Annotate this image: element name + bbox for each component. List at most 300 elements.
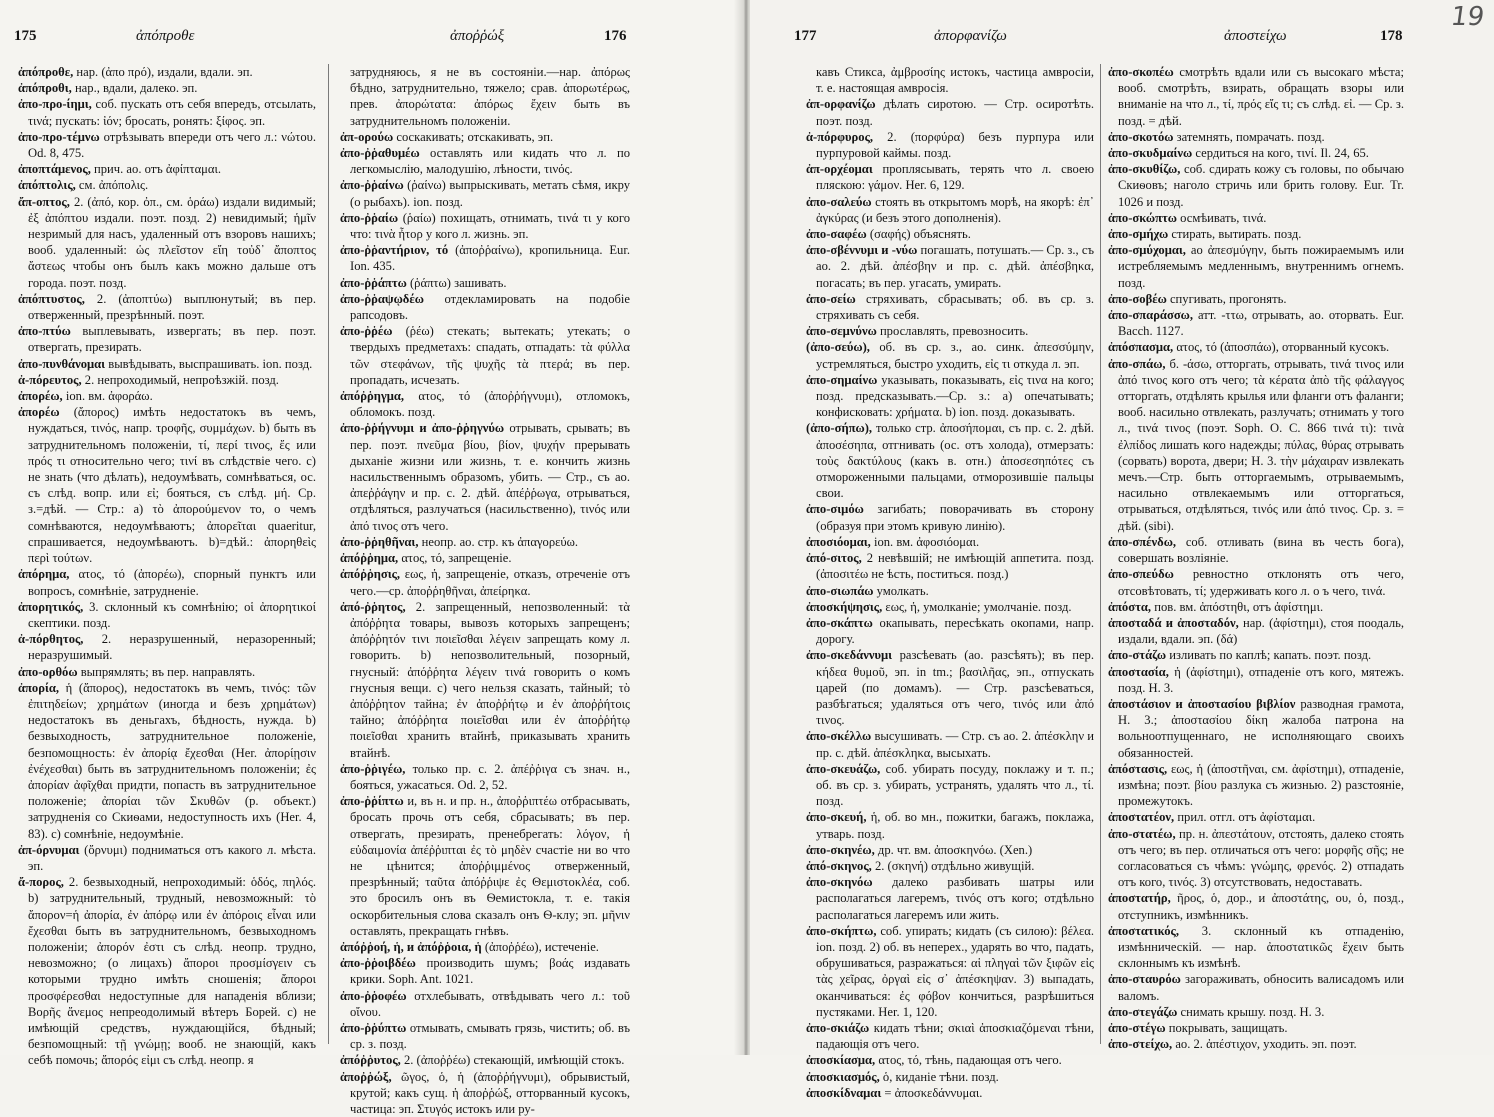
definition: ατος, τό, запрещеніе.	[398, 551, 512, 566]
column-divider	[328, 64, 329, 1044]
headword: ἀπο-στείχω,	[1108, 1037, 1173, 1052]
definition: соб. упирать; кидать (съ силою): βέλεα. ion. позд. 2) об. въ неперех., ударять во что, падать, обрушиваться, разражаться: αἱ πληγαὶ τῶν ξιφῶν εἰς τὰς χεῖρας, ὀργαὶ εἰς σ᾽ ἀπέσκηψαν. 3) выпадать, оканчиваться: ἐς φόβον кончиться, разрѣшиться пустяками. Her. 1, 120.	[816, 923, 1094, 1019]
definition: кавъ Стикса, ἀμβροσίης истокъ, частица амвросіи, т. е. настоящая амвросія.	[816, 65, 1094, 96]
dictionary-entry	[1108, 291, 1404, 307]
definition: б. -άσω, отторгать, отрывать, τινά τινος или ἀπό τινος кого отъ чего; τὰ κέρατα ἀπὸ τῆς φάλαγγος отторгать, отдѣлять крылья или фланги отъ фаланги; вооб. насильно отвлекать, разлучать; отнимать у того л., τινά τινος (поэт. Soph. O. C. 866 τινά τι): τινὰ ἐλπίδος лишать кого надежды; πύλας, θύρας отрывать (сорвать) ворота, двери; H. 3. τὴν μάχαιραν извлекать мечъ.—Стр. быть отторгаемымъ, отрываемымъ, насильно отвлекаемымъ или отторгаться, отрываться, отдѣляться, τινός или ἀπό τινος. Ср. з. = дѣй. (sibi).	[1118, 356, 1404, 533]
dictionary-entry	[806, 420, 1094, 501]
headword: ἀποσταδά и ἀποσταδόν,	[1108, 615, 1239, 630]
dictionary-entry	[806, 728, 1094, 760]
dictionary-entry	[1108, 242, 1404, 291]
dictionary-entry	[18, 404, 316, 566]
dictionary-entry	[340, 210, 630, 242]
definition: (ὄρνυμι) подниматься отъ какого л. мѣста. эп.	[28, 842, 316, 873]
definition: 2. (πορφύρα) безъ пурпура или пурпуровой каймы. позд.	[816, 129, 1094, 161]
headword: ἀπο-σπάω,	[1108, 356, 1166, 371]
definition: затрудняюсь, я не въ состояніи.—нар. ἀπόρως бѣдно, затруднительно, тяжело; срав. ἀπορωτέρως, прев. ἀπορώτατα: ἀπόρως ἔχειν быть въ затруднительномъ положеніи.	[350, 65, 630, 128]
dictionary-entry	[340, 599, 630, 761]
dictionary-entry	[1108, 64, 1404, 129]
headword: ἀπ-ορούω	[340, 129, 394, 144]
headword: ἀπό-σκηνος,	[806, 858, 872, 873]
definition: об. въ ср. з., ао. синк. ἀπεσσύμην, устремляться, быстро уходить, εἰς τι откуда л. эп.	[816, 340, 1094, 371]
definition: 2. безвыходный, непроходимый: ὁδός, πηλός. b) затруднительный, трудный, невозможный: τὸ ἄπορον=ἡ ἀπορία, ἐν ἀπόρῳ или ἐν ἀπόροις εἶναι или ἔχεσθαι быть въ затруднительномъ, безвыходномъ положеніи; ἀπορόν ἐστι съ слѣд. неопр. трудно, невозможно; (о лицахъ) ἄποροι προσμίσγειν съ которыми трудно имѣть сношенія; ἄποροι προσφέρεσθαι недоступные для нападенія вблизи; Βορῆς ἄνεμος непреодолимый вѣтеръ Борей. c) не имѣющій средствъ, нуждающійся, бѣдный; безпомощный: τῇ γνώμῃ; вооб. не знающій, какъ себѣ помочь; ἄπορός εἰμι съ слѣд. неопр. я	[28, 875, 316, 1068]
handwritten-page-mark: 19	[1448, 2, 1487, 32]
dictionary-entry	[340, 291, 630, 323]
definition: снимать крышу. позд. H. 3.	[1177, 1004, 1325, 1019]
headword: ἀπό-ῤῥητος,	[340, 599, 406, 614]
definition: εως, ἡ, умолканіе; умолчаніе. позд.	[882, 599, 1072, 614]
dictionary-entry	[806, 647, 1094, 728]
definition: 3. склонный къ отпаденію, измѣнническій. — нар. ἀποστατικῶς ἔχειν быть склоннымъ къ измѣнѣ.	[1118, 923, 1404, 971]
dictionary-entry	[18, 64, 316, 80]
headword: ἀπόσπασμα,	[1108, 340, 1174, 355]
headword: ἀπο-ῤῥήγνυμι и ἀπο-ῤῥηγνύω	[340, 421, 505, 436]
dictionary-entry	[18, 842, 316, 874]
definition: кидать тѣни; σκιαὶ ἀποσκιαζόμεναι тѣни, падающія отъ чего.	[816, 1020, 1094, 1052]
headword: ἀπο-ῤῥύπτω	[340, 1020, 407, 1035]
definition: соб. пускать отъ себя впередъ, отсылать, τινά; пускать: ἰόν; бросать, ронять: ξίφος. эп.	[28, 97, 316, 128]
definition: (ῥάπτω) зашивать.	[406, 275, 507, 290]
definition: εως, ἡ (ἀποστῆναι, см. ἀφίστημι), отпаденіе, измѣна; поэт. βίου разлука съ жизнью. 2) разстояніе, промежутокъ.	[1118, 761, 1404, 809]
definition: соб. сдирать кожу съ головы, по обычаю Скиѳовъ; наголо стричь или брить голову. Eur. Tr. 1026 и позд.	[1118, 162, 1404, 209]
headword: ἀπο-σκηνόω	[806, 875, 873, 890]
dictionary-entry	[806, 194, 1094, 226]
headword: ἀπόστασις,	[1108, 761, 1168, 776]
definition: прил. отгл. отъ ἀφίσταμαι.	[1174, 810, 1316, 825]
dictionary-entry	[806, 291, 1094, 323]
dictionary-entry	[806, 129, 1094, 161]
headword: ἀπο-σεμνύνω	[806, 324, 877, 339]
headword: ἀπο-πυνθάνομαι	[18, 356, 106, 371]
headword: ἀπο-ῤῥαίω	[340, 210, 399, 225]
headword: ἀπο-ῤῥηθῆναι,	[340, 534, 419, 549]
definition: разсѣевать (ао. разсѣять); въ пер. κήδεα θυμοῦ, эп. in tm.; βασιλῆας, эп., отпускать царей (по домамъ). — Стр. разсѣеваться, разбѣгаться; удаляться отъ чего, τινός или ἀπό τινος.	[816, 648, 1094, 728]
headword: ἀ-πόρθητος,	[18, 632, 84, 647]
definition: 2. непроходимый, непроѣзжій. позд.	[81, 372, 279, 387]
dictionary-entry	[806, 372, 1094, 421]
headword: ἀπο-σταυρόω	[1108, 972, 1181, 987]
dictionary-entry	[1108, 826, 1404, 891]
dictionary-entry	[340, 988, 630, 1020]
dictionary-entry	[806, 923, 1094, 1020]
definition: спугивать, прогонять.	[1166, 291, 1287, 306]
definition: пов. вм. ἀπόστηθι, отъ ἀφίστημι.	[1151, 599, 1324, 614]
definition: сердиться на кого, τινί. Il. 24, 65.	[1192, 146, 1369, 161]
headword: ἀποῤῥώξ,	[340, 1069, 392, 1084]
headword: ἀπόῤῥησις,	[340, 567, 401, 582]
dictionary-entry	[1108, 210, 1404, 226]
dictionary-entry	[340, 420, 630, 533]
headword: ἀ-πόρφυρος,	[806, 129, 874, 144]
headword: ἀπο-σκευάζω,	[806, 761, 881, 776]
definition: нар. (ἀφίστημι), стоя поодаль, издали, вдали. эп. (δά)	[1118, 615, 1404, 647]
definition: отхлебывать, отвѣдывать чего л.: τοῦ οἴνου.	[350, 988, 630, 1019]
headword: ἀπο-ῤῥαντήριον, τό	[340, 243, 449, 258]
definition: выплевывать, извергать; въ пер. поэт. отвергать, презирать.	[28, 324, 316, 355]
headword: ἀπόπροθι,	[18, 81, 72, 96]
definition: и, въ н. и пр. н., ἀποῤῥιπτέω отбрасывать, бросать прочь отъ себя, сбрасывать; въ пер. отвергать, презирать, пренебрегать: λόγον, ἡ εὐδαιμονία ἀπέῤῥιπται ἐς τὸ μηδὲν счастіе ни во что не цѣнится; ἀποῤῥιμμένος отверженный, презрѣнный; ταῦτα ἀπόῤῥιψε ἐς Θεμιστοκλέα, соб. это бросилъ онъ въ Ѳемистокла, т. е. такія оскорбительныя слова сказалъ онъ Ѳ-клу; эп. μῆνιν оставлять, прекращать гнѣвъ.	[350, 794, 630, 938]
dictionary-entry	[806, 761, 1094, 810]
dictionary-entry	[340, 1069, 630, 1117]
dictionary-entry	[1108, 809, 1404, 825]
dictionary-entry	[806, 599, 1094, 615]
dictionary-entry	[806, 1085, 1094, 1101]
headword: ἀποσιόομαι,	[806, 534, 871, 549]
definition: ἡ, об. во мн., пожитки, багажъ, поклажа, утварь. позд.	[816, 810, 1094, 841]
headword: ἀπο-σιμόω	[806, 502, 864, 517]
definition: ἡ (ἀφίστημι), отпаденіе отъ кого, мятежъ. позд. H. 3.	[1118, 664, 1404, 695]
headword: ἀπο-σοβέω	[1108, 291, 1167, 306]
headword: ἀπ-ορχέομαι	[806, 162, 873, 177]
headword: ἀπο-σκέλλω	[806, 729, 872, 744]
definition: ао. 2. ἀπέστιχον, уходить. эп. поэт.	[1172, 1037, 1357, 1052]
definition: соб. отливать (вина въ честь бога), совершать возліяніе.	[1118, 534, 1404, 566]
headword: ἀπόπροθε,	[18, 65, 74, 79]
dictionary-entry	[806, 550, 1094, 582]
definition: высушивать. — Стр. съ ао. 2. ἀπέσκλην и пр. с. дѣй. ἀπέσκληκα, высыхать.	[816, 729, 1094, 760]
column-divider	[1100, 64, 1101, 1044]
headword: ἀπο-σπαράσσω,	[1108, 308, 1194, 323]
dictionary-entry	[18, 161, 316, 177]
definition: ао ἀπεσμύγην, быть пожираемымъ или истребляемымъ медленнымъ, внутреннимъ огнемъ. позд.	[1118, 243, 1404, 290]
definition: 2. (ἀποῤῥέω) стекающій, имѣющій стокъ.	[400, 1053, 625, 1068]
dictionary-entry	[806, 583, 1094, 599]
dictionary-entry	[340, 534, 630, 550]
dictionary-entry	[18, 680, 316, 842]
definition: смотрѣть вдали или съ высокаго мѣста; вооб. смотрѣть, взирать, обращать взоры или вниманіе на что л., τί, πρός εἴς τι; съ слѣд. εἰ. — Ср. з. позд. = дѣй.	[1118, 65, 1404, 128]
dictionary-entry	[1108, 161, 1404, 210]
headword: ἀποστατέον,	[1108, 810, 1175, 825]
right-page	[750, 0, 1494, 1100]
headword: ἀπο-σμήχω	[1108, 227, 1169, 242]
dictionary-entry	[806, 161, 1094, 193]
definition: загибать; поворачивать въ сторону (образуя при этомъ кривую линію).	[816, 502, 1094, 533]
definition: отдекламировать на подобіе рапсодовъ.	[350, 291, 630, 323]
dictionary-entry	[806, 242, 1094, 291]
definition: соб. убирать посуду, поклажу и т. п.; об. въ ср. з. убирать, устранять, удалять что л., τί. позд.	[816, 761, 1094, 809]
definition: изливать по каплѣ; капать. поэт. позд.	[1166, 648, 1372, 663]
dictionary-entry	[806, 1052, 1094, 1068]
headword: ἀπο-σπεύδω	[1108, 567, 1174, 582]
definition: выпрямлять; въ пер. направлять.	[77, 664, 256, 679]
page-number-177: 177	[794, 28, 817, 44]
definition: εως, ἡ, запрещеніе, отказъ, отреченіе отъ чего.—ср. ἀποῤῥηθῆναι, ἀπείρηκα.	[350, 567, 630, 598]
definition: отмывать, смывать грязь, чистить; об. въ ср. з. позд.	[350, 1020, 630, 1052]
definition: ατος, τό, тѣнь, падающая отъ чего.	[875, 1053, 1062, 1068]
definition: отрывать, срывать; въ пер. поэт. πνεῦμα βίου, βίον, ψυχήν прерывать дыханіе жизни или жизнь, т. е. кончить жизнь насильственнымъ образомъ, убить. — Стр., съ ао. ἀπεῤῥάγην и пр. с. 2. дѣй. ἀπέῤῥωγα, отрываться, отдѣляться, разлучаться (насильственно), τινός или ἀπό τινος отъ чего.	[350, 421, 630, 533]
headword: ἀπο-σκοτόω	[1108, 129, 1174, 144]
dictionary-entry	[340, 177, 630, 209]
definition: нар. (ἀπο πρό), издали, вдали. эп.	[73, 65, 253, 79]
definition: (ἀποῤῥέω), истеченіе.	[481, 939, 599, 954]
dictionary-entry	[1108, 226, 1404, 242]
headword: ἀπο-ῤῥαψῳδέω	[340, 291, 424, 306]
dictionary-entry	[806, 858, 1094, 874]
definition: только пр. с. 2. ἀπέῤῥιγα съ знач. н., бояться, ужасаться. Od. 2, 52.	[350, 761, 630, 792]
dictionary-entry	[1108, 129, 1404, 145]
definition: отрѣзывать впереди отъ чего л.: νώτου. Od. 8, 475.	[28, 129, 316, 161]
dictionary-entry	[18, 96, 316, 128]
headword: ἀπόῤῥοή, ἡ, и ἀπόῤῥοια, ἡ	[340, 939, 482, 954]
definition: 2. (ἀποπτύω) выплюнутый; въ пер. отверженный, презрѣнный. поэт.	[28, 291, 316, 323]
definition: дѣлать сиротою. — Стр. осиротѣть. поэт. позд.	[816, 97, 1094, 128]
dictionary-entry	[806, 615, 1094, 647]
dictionary-entry	[340, 1020, 630, 1052]
headword: ἀπο-ορθόω	[18, 664, 78, 679]
headword: ἀπο-σκυθίζω,	[1108, 162, 1181, 177]
dictionary-entry	[18, 177, 316, 193]
column-left-a	[18, 64, 316, 1068]
dictionary-entry	[1108, 1004, 1404, 1020]
headword: ἀπο-ῤῥίπτω	[340, 794, 404, 809]
dictionary-entry	[1108, 761, 1404, 810]
definition: погашать, потушать.— Ср. з., съ ао. 2. дѣй. ἀπέσβην и пр. с. дѣй. ἀπέσβηκα, погасать; въ пер. угасать, умирать.	[816, 243, 1094, 290]
headword: ἀπο-σβέννυμι и -νύω	[806, 243, 918, 258]
headword: ἀπο-σημαίνω	[806, 372, 878, 387]
headword: ἀπο-ῤῥέω	[340, 324, 393, 339]
headword: (ἀπο-σεύω),	[806, 340, 870, 355]
headword: ἀποστατικός,	[1108, 923, 1180, 938]
headword: ἀπο-ῤῥιγέω,	[340, 761, 406, 776]
headword: ἀπο-προ-τέμνω	[18, 129, 100, 144]
dictionary-entry	[1108, 664, 1404, 696]
dictionary-entry	[340, 550, 630, 566]
column-left-b	[340, 64, 630, 1116]
dictionary-entry	[806, 323, 1094, 339]
definition: далеко разбивать шатры или располагаться лагеремъ, τινός отъ кого; отдѣльно располагаться лагеремъ или жить.	[816, 875, 1094, 922]
dictionary-entry	[18, 291, 316, 323]
dictionary-entry	[1108, 534, 1404, 566]
headword: ἀποστάσιον и ἀποστασίου βιβλίον	[1108, 696, 1296, 711]
headword: ἀπο-ῤῥοφέω	[340, 988, 407, 1003]
headword: ἀπο-στατέω,	[1108, 826, 1176, 841]
definition: производить шумъ; βοάς издавать крики. Soph. Ant. 1021.	[350, 956, 630, 987]
page-number-178: 178	[1380, 28, 1403, 44]
headword: ἀπόῤῥηγμα,	[340, 389, 405, 404]
dictionary-entry	[1108, 599, 1404, 615]
dictionary-entry	[1108, 145, 1404, 161]
headword: ἀπόρημα,	[18, 567, 70, 582]
dictionary-entry	[806, 501, 1094, 533]
headword: ἀπο-σμύχομαι,	[1108, 243, 1186, 258]
headword: ἀποσκιασμός,	[806, 1069, 880, 1084]
dictionary-entry	[1108, 923, 1404, 972]
dictionary-entry	[340, 939, 630, 955]
headword: ἀπο-σκυδμαίνω	[1108, 146, 1193, 161]
definition: 2. (ἀπό, кор. ὀπ., см. ὁράω) издали видимый; ἐξ ἀπόπτου издали. поэт. позд. 2) невидимый; ἡμῖν незримый для насъ, удаленный отъ взоровъ нашихъ; вооб. удаленный: ὡς πλεῖστον εἴη τοὐδ᾽ ἄποπτος ἄστεως чтобы онъ былъ какъ можно дальше отъ города. поэт. позд.	[28, 194, 316, 290]
headword: ἀπορέω	[18, 405, 60, 420]
headword: ἀπορητικός,	[18, 599, 84, 614]
dictionary-entry	[18, 599, 316, 631]
headword: ἀπο-ῤῥοιβδέω	[340, 956, 416, 971]
dictionary-entry	[340, 388, 630, 420]
dictionary-entry	[1108, 307, 1404, 339]
guide-word-right-b: ἀποστείχω	[1224, 28, 1287, 44]
dictionary-entry	[806, 534, 1094, 550]
definition: др. чт. вм. ἀποσκηνόω. (Xen.)	[874, 842, 1033, 857]
guide-word-left-a: ἀπόπροθε	[136, 28, 195, 44]
headword: ἀπο-σιωπάω	[806, 583, 874, 598]
dictionary-entry	[18, 129, 316, 161]
dictionary-entry	[1108, 339, 1404, 355]
definition: стоять въ открытомъ морѣ, на якорѣ: ἐπ᾽ ἀγκύρας (и безъ этого дополненія).	[816, 194, 1094, 225]
headword: ἀπο-σαλεύω	[806, 194, 872, 209]
headword: ἀπόῤῥυτος,	[340, 1053, 401, 1068]
dictionary-entry	[1108, 1036, 1404, 1052]
dictionary-entry	[806, 226, 1094, 242]
definition: 2. (σκηνή) отдѣльно живущій.	[871, 858, 1035, 873]
dictionary-entry	[806, 1069, 1094, 1085]
dictionary-entry	[340, 323, 630, 388]
headword: ἀπο-ῤῥαίνω	[340, 178, 404, 193]
dictionary-entry	[1108, 1020, 1404, 1036]
dictionary-entry	[1108, 971, 1404, 1003]
definition: (ῥαίνω) выпрыскивать, метать сѣмя, икру (о рыбахъ). ion. позд.	[350, 178, 630, 209]
headword: ἀπο-σείω	[806, 291, 856, 306]
dictionary-entry	[806, 96, 1094, 128]
headword: ἀπό-σιτος,	[806, 551, 862, 566]
definition: ревностно отклонять отъ чего, отсовѣтовать, τί; удерживать кого л. о ъ чего, τινά.	[1118, 567, 1404, 598]
headword: ἀποπτάμενος,	[18, 162, 91, 177]
headword: ἀπο-σπένδω,	[1108, 534, 1177, 549]
dictionary-entry	[18, 372, 316, 388]
dictionary-entry	[18, 874, 316, 1068]
headword: ἀποσκίασμα,	[806, 1053, 876, 1068]
headword: ἀποστατήρ,	[1108, 891, 1171, 906]
definition: ῶγος, ὁ, ἡ (ἀποῤῥήγνυμι), обрывистый, крутой; какъ сущ. ἡ ἀποῤῥώξ, отторванный кусокъ, частица: эп. Στυγός истокъ или ру-	[350, 1069, 630, 1116]
definition: только стр. ἀποσήπομαι, съ пр. с. 2. дѣй. ἀποσέσηπα, отгнивать (ос. отъ холода), отмерзать: τοὺς δακτύλους (какъ в. отн.) ἀποσεσηπότες съ отмороженными пальцами, отморозившіе пальцы свои.	[816, 421, 1094, 501]
definition: прославлять, превозносить.	[876, 324, 1029, 339]
definition: ατος, τό (ἀπορέω), спорный пунктъ или вопросъ, сомнѣніе, затрудненіе.	[28, 567, 316, 598]
dictionary-entry	[1108, 890, 1404, 922]
dictionary-entry	[340, 145, 630, 177]
headword: ἀπο-σκάπτω	[806, 615, 873, 630]
definition: 2. неразрушенный, неразоренный; неразрушимый.	[28, 632, 316, 663]
definition: ion. вм. ἀφοσιόομαι.	[870, 534, 980, 549]
definition: ῆρος, ὁ, дор., и ἀποστάτης, ου, ὁ, позд., отступникъ, измѣнникъ.	[1118, 891, 1404, 922]
headword: ἀποστασία,	[1108, 664, 1169, 679]
definition: 2. запрещенный, непозволенный: τὰ ἀπόῤῥητα товары, вывозъ которыхъ запрещенъ; ἀπόῤῥητόν τινι ποιεῖσθαι λέγειν запрещать кому л. говорить. b) непозволительный, позорный, гнусный: ἀπόῤῥητα λέγειν τινά говорить о комъ гнусныя вещи. c) чего нельзя сказать, тайный; τὸ ἀπόῤῥητον тайна; ἐν ἀποῤῥήτῳ и ἐν ἀποῤῥήτοις тайно; ἀπόῤῥητα ποιεῖσθαι или ἐν ἀποῤῥήτῳ ποιεῖσθαι хранить втайнѣ, приказывать хранить втайнѣ.	[350, 599, 630, 760]
guide-word-left-b: ἀποῤῥώξ	[450, 28, 505, 44]
definition: умолкать.	[873, 583, 929, 598]
headword: ἀπο-σκώπτω	[1108, 210, 1178, 225]
headword: ἀπο-σκήπτω,	[806, 923, 877, 938]
dictionary-entry	[806, 809, 1094, 841]
dictionary-entry	[18, 80, 316, 96]
dictionary-entry	[806, 339, 1094, 371]
headword: ἀπο-σκιάζω	[806, 1020, 870, 1035]
dictionary-entry	[340, 242, 630, 274]
page-number-176: 176	[604, 28, 627, 44]
headword: ἀπ-όρνυμαι	[18, 842, 80, 857]
dictionary-entry	[340, 275, 630, 291]
headword: ἄ-πορος,	[18, 875, 64, 890]
headword: ἀποσκίδναμαι	[806, 1085, 882, 1100]
definition: ατος, τό (ἀποῤῥήγνυμι), отломокъ, обломокъ. позд.	[350, 389, 630, 420]
definition: окапывать, пересѣкать окопами, напр. дорогу.	[816, 615, 1094, 647]
definition: ἡ (ἄπορος), недостатокъ въ чемъ, τινός: τῶν ἐπιτηδείων; χρημάτων (иногда и безъ χρημάτων) недостатокъ въ деньгахъ, бѣдность, нужда. b) безвыходность, затруднительное положеніе, безпомощность: ἐν ἀπορίᾳ ἔχεσθαι (Her. ἀπορίῃσιν ἐνέχεσθαι) быть въ затруднительномъ положеніи; ἐς ἀπορίαν ἀφῖχθαι придти, попасть въ затруднительное положеніе; ἀπορίαι τῶν Σκυθῶν (р. объект.) затрудненія со Скиѳами, недоступность ихъ (Her. 4, 83). c) сомнѣніе, недоумѣніе.	[28, 680, 316, 841]
dictionary-entry	[340, 566, 630, 598]
definition: см. ἀπόπολις.	[75, 178, 149, 193]
definition: прич. ао. отъ ἀφίπταμαι.	[90, 162, 222, 177]
headword: ἀπο-σκευή,	[806, 810, 867, 825]
dictionary-entry	[806, 1020, 1094, 1052]
definition: соскакивать; отскакивать, эп.	[393, 129, 554, 144]
headword: ἀπο-ῤῥαθυμέω	[340, 146, 420, 161]
dictionary-entry	[806, 64, 1094, 96]
definition: 2 невѣвшій; не имѣющій аппетита. позд. (ἀποσιτέω не ѣсть, поститься. позд.)	[816, 551, 1094, 582]
column-right-a	[806, 64, 1094, 1100]
dictionary-entry	[806, 874, 1094, 923]
dictionary-entry	[18, 388, 316, 404]
page-number-175: 175	[14, 28, 37, 44]
headword: ἀπόστα,	[1108, 599, 1152, 614]
column-right-b	[1108, 64, 1404, 1050]
headword: ἀπο-σκηνέω,	[806, 842, 875, 857]
definition: (ἀποῤῥαίνω), кропильница. Eur. Ion. 435.	[350, 243, 630, 274]
definition: затемнять, помрачать. позд.	[1173, 129, 1325, 144]
headword: ἀπο-στέγω	[1108, 1020, 1166, 1035]
guide-word-right-a: ἀπορφανίζω	[934, 28, 1007, 44]
dictionary-entry	[1108, 356, 1404, 534]
dictionary-entry	[18, 356, 316, 372]
dictionary-entry	[1108, 696, 1404, 761]
headword: ἄπ-οπτος,	[18, 194, 70, 209]
headword: ἀπορέω,	[18, 389, 63, 404]
dictionary-entry	[1108, 615, 1404, 647]
dictionary-entry	[340, 793, 630, 939]
headword: ἀπ-ορφανίζω	[806, 97, 876, 112]
headword: ἀπο-ῤῥάπτω	[340, 275, 407, 290]
definition: ion. вм. ἀφοράω.	[62, 389, 153, 404]
definition: (ἄπορος) имѣть недостатокъ въ чемъ, нуждаться, τινός, напр. τροφῆς, συμμάχων. b) быть въ затруднительномъ положеніи, τί, περί τινος, ἔς или πρός τι относительно чего; τινί въ слѣдствіе чего. c) не знать (что дѣлать), недоумѣвать, сомнѣваться, ос. съ слѣд. вопр. или εἰ; бояться, съ слѣд. μή. Ср. з.=дѣй. — Стр.: a) τὸ ἀπορούμενον то, о чемъ сомнѣваются, недоумѣваютъ; ἀπορεῖται quaeritur, спрашивается, недоумѣваютъ. b)=дѣй.: ἀπορηθεὶς περὶ τούτων.	[28, 405, 316, 566]
definition: оставлять или кидать что л. по легкомыслію, малодушію, лѣности, τινός.	[350, 146, 630, 177]
dictionary-entry	[1108, 566, 1404, 598]
headword: ἀπο-προ-ίημι,	[18, 97, 92, 112]
definition: нар., вдали, далеко. эп.	[71, 81, 198, 96]
definition: проплясывать, терять что л. своею пляскою: γάμον. Her. 6, 129.	[816, 162, 1094, 193]
definition: указывать, показывать, εἰς τινα на кого; позд. предсказывать.—Ср. з.: a) опечатывать; конфисковать: χρήματα. b) ion. позд. доказывать.	[816, 372, 1094, 420]
definition: ὁ, киданіе тѣни. позд.	[879, 1069, 999, 1084]
dictionary-entry	[340, 955, 630, 987]
definition: (ῥέω) стекать; вытекать; утекать; о твердыхъ предметахъ: спадать, отпадать: τὰ φύλλα τῶν στεφάνων, τῆς ψυχῆς τὰ πτερά; въ пер. пропадать, исчезать.	[350, 324, 630, 387]
dictionary-entry	[18, 566, 316, 598]
headword: ἀπορία,	[18, 680, 60, 695]
dictionary-entry	[18, 631, 316, 663]
headword: ἀποσκήψησις,	[806, 599, 883, 614]
headword: ἀπόπτυστος,	[18, 291, 85, 306]
definition: = ἀποσκεδάννυμαι.	[881, 1085, 983, 1100]
headword: ἀπο-σκοπέω	[1108, 65, 1174, 79]
headword: ἀπο-στάζω	[1108, 648, 1167, 663]
headword: ἀπόῤῥημα,	[340, 551, 399, 566]
headword: ἀπόπτολις,	[18, 178, 76, 193]
headword: ἀπο-πτύω	[18, 324, 71, 339]
definition: стряхивать, сбрасывать; об. въ ср. з. стряхивать съ себя.	[816, 291, 1094, 323]
definition: разводная грамота, H. 3.; ἀποστασίου δίκη жалоба патрона на вольноотпущеннаго, не исполняющаго своихъ обязанностей.	[1118, 696, 1404, 760]
definition: стирать, вытирать. позд.	[1168, 227, 1302, 242]
headword: ἀπο-στεγάζω	[1108, 1004, 1178, 1019]
definition: покрывать, защищать.	[1165, 1020, 1288, 1035]
definition: 3. склонный къ сомнѣнію; οἱ ἀπορητικοί скептики. позд.	[28, 599, 316, 630]
dictionary-entry	[806, 842, 1094, 858]
dictionary-entry	[340, 761, 630, 793]
definition: вывѣдывать, выспрашивать. ion. позд.	[105, 356, 313, 371]
left-page	[0, 0, 742, 1116]
definition: пр. н. ἀπεστάτουν, отстоять, далеко стоять отъ чего; въ пер. отличаться отъ чего: μορφῆς σῆς; не согласоваться съ чѣмъ: γνώμης, φρενός. 2) отпадать отъ кого, τινός. 3) отсутствовать, недоставать.	[1118, 826, 1404, 890]
definition: неопр. ао. стр. къ ἀπαγορεύω.	[418, 534, 579, 549]
dictionary-entry	[18, 194, 316, 291]
definition: осмѣивать, τινά.	[1177, 210, 1267, 225]
